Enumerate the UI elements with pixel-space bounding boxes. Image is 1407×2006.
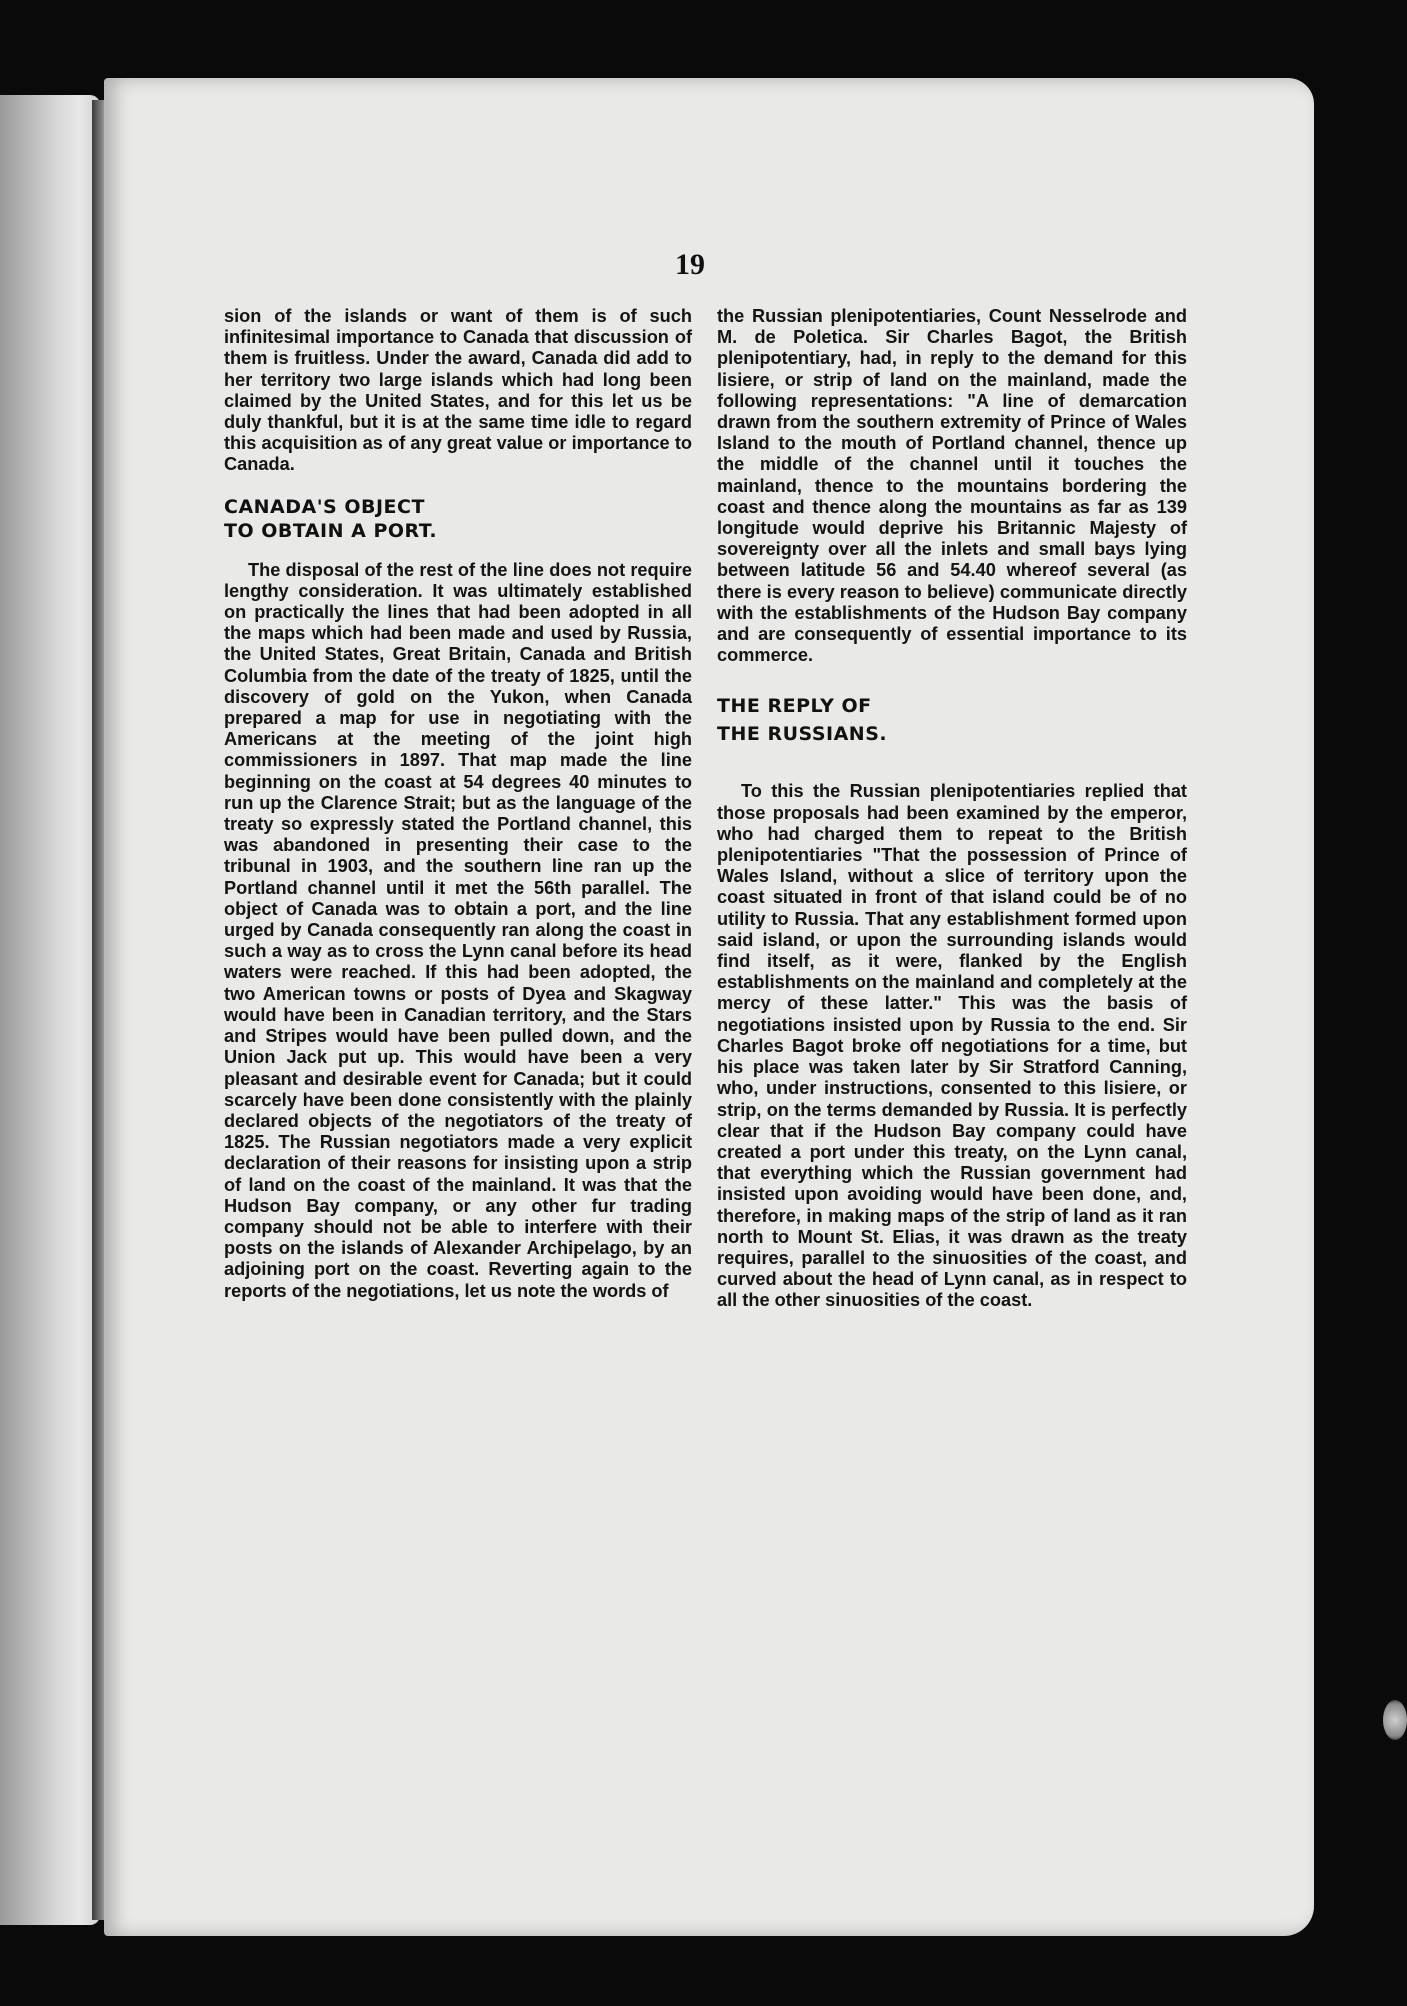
left-paragraph-2: The disposal of the rest of the line does not require lengthy consideration. It was ultimately established on practically the lines that had been adopted in all the maps which had been made and used by Russia, the United States, Great Britain, Canada and British Columbia from the date of the treaty of 1825, until the discovery of gold on the Yukon, when Canada prepared a map for use in negotiating with the Americans at the meeting of the joint high commissioners in 1897. That map made the line beginning on the coast at 54 degrees 40 minutes to run up the Clarence Strait; but as the language of the treaty so expressly stated the Portland channel, this was abandoned in presenting their case to the tribunal in 1903, and the southern line ran up the Portland channel until it met the 56th parallel. The object of Canada was to obtain a port, and the line urged by Canada consequently ran along the coast in such a way as to cross the Lynn canal before its head waters were reached. If this had been adopted, the two American towns or posts of Dyea and Skagway would have been in Canadian territory, and the Stars and Stripes would have been pulled down, and the Union Jack put up. This would have been a very pleasant and desirable event for Canada; but it could scarcely have been done consistently with the plainly declared objects of the negotiators of the treaty of 1825. The Russian negotiators made a very explicit declaration of their reasons for insisting upon a strip of land on the coast of the mainland. It was that the Hudson Bay company, or any other fur trading company should not be able to interfere with their posts on the islands of Alexander Archipelago, by an adjoining port on the coast. Reverting again to the reports of the negotiations, let us note the words of — [224, 559, 692, 1301]
section-heading-reply-of-russians — [717, 692, 1187, 748]
right-column — [717, 306, 1187, 1312]
right-paragraph-1: the Russian plenipotentiaries, Count Nesselrode and M. de Poletica. Sir Charles Bagot, the British plenipotentiary, had, in reply to the demand for this lisiere, or strip of land on the mainland, made the following representations: "A line of demarcation drawn from the southern extremity of Prince of Wales Island to the mouth of Portland channel, thence up the middle of the channel until it touches the mainland, thence to the mountains bordering the coast and thence along the mountains as far as 139 longitude would deprive his Britannic Majesty of sovereignty over all the inlets and small bays lying between latitude 56 and 54.40 whereof several (as there is every reason to believe) communicate directly with the establishments of the Hudson Bay company and are consequently of essential importance to its commerce. — [717, 306, 1187, 666]
heading-line: THE REPLY OF — [717, 695, 872, 718]
left-column — [224, 306, 692, 1302]
document-page — [104, 78, 1314, 1936]
section-heading-canadas-object — [224, 495, 692, 543]
heading-line: TO OBTAIN A PORT. — [224, 519, 438, 542]
edge-stain — [1383, 1700, 1407, 1740]
page-number: 19 — [675, 248, 705, 281]
left-page-edge — [0, 95, 100, 1925]
left-paragraph-1: sion of the islands or want of them is of such infinitesimal importance to Canada that discussion of them is fruitless. Under the award, Canada did add to her territory two large islands which had long been claimed by the United States, and for this let us be duly thankful, but it is at the same time idle to regard this acquisition as of any great value or importance to Canada. — [224, 306, 692, 475]
heading-line: CANADA'S OBJECT — [224, 495, 425, 518]
heading-line: THE RUSSIANS. — [717, 723, 888, 746]
right-paragraph-2: To this the Russian plenipotentiaries replied that those proposals had been examined by the emperor, who had charged them to repeat to the British plenipotentiaries "That the possession of Prince of Wales Island, without a slice of territory upon the coast situated in front of that island could be of no utility to Russia. That any establishment formed upon said island, or upon the surrounding islands would find itself, as it were, flanked by the English establishments on the mainland and completely at the mercy of these latter." This was the basis of negotiations insisted upon by Russia to the end. Sir Charles Bagot broke off negotiations for a time, but his place was taken later by Sir Stratford Canning, who, under instructions, consented to this lisiere, or strip, on the terms demanded by Russia. It is perfectly clear that if the Hudson Bay company could have created a port under this treaty, on the Lynn canal, that everything which the Russian government had insisted upon avoiding would have been done, and, therefore, in making maps of the strip of land as it ran north to Mount St. Elias, it was drawn as the treaty requires, parallel to the sinuosities of the coast, and curved about the head of Lynn canal, as in respect to all the other sinuosities of the coast. — [717, 781, 1187, 1311]
